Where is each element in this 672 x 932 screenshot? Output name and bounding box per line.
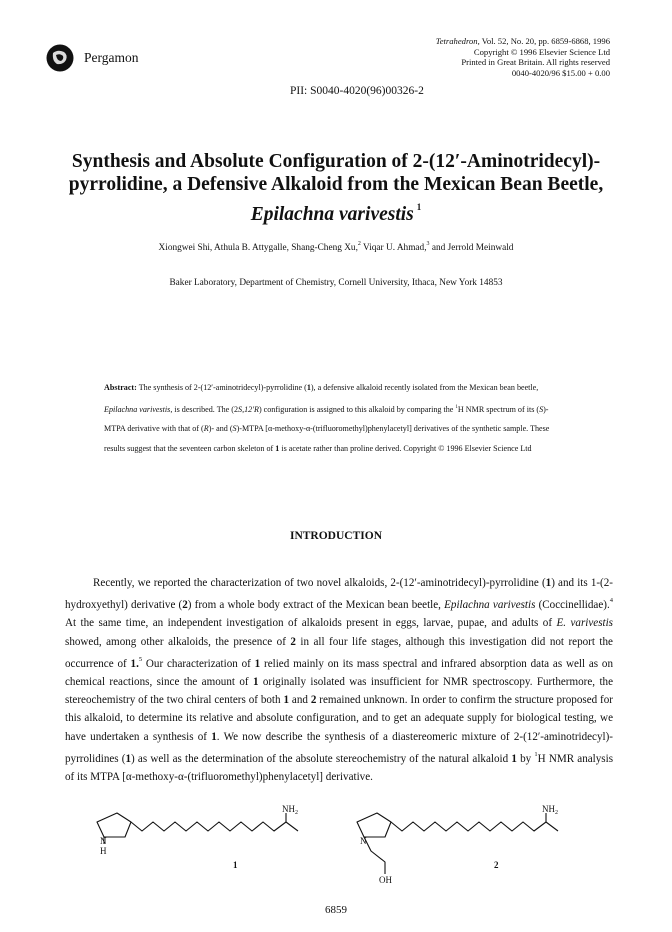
article-title	[40, 150, 632, 226]
title-line-3: Epilachna varivestis	[250, 204, 414, 225]
affiliation: Baker Laboratory, Department of Chemistry, Cornell University, Ithaca, New York 14853	[169, 278, 503, 288]
abstract-text: , is described. The (2	[170, 404, 239, 414]
compound-number: 1	[275, 443, 280, 453]
body-text: showed, among other alkaloids, the presence of	[65, 635, 291, 648]
abstract-label: Abstract:	[104, 383, 137, 392]
body-text: ) as well as the determination of the absolute stereochemistry of the natural alkaloid	[131, 752, 512, 765]
author-text: Viqar U. Ahmad,	[360, 243, 427, 253]
author-footnote: 2	[357, 241, 361, 247]
reference-mark: 5	[138, 655, 143, 663]
publisher-name: Pergamon	[84, 50, 139, 65]
species-name: E. varivestis	[556, 617, 613, 630]
superscript: 1	[534, 750, 538, 758]
intro-paragraph	[65, 574, 613, 786]
body-text: ) and its 1-(2-hydroxyethyl) derivative (	[65, 577, 613, 612]
title-line-1: Synthesis and Absolute Configuration of 2-(12′-Aminotridecyl)-	[71, 151, 601, 172]
title-footnote-mark: 1	[416, 202, 422, 212]
reference-mark: 4	[609, 597, 613, 605]
section-heading: INTRODUCTION	[289, 530, 382, 542]
structure-2-chain	[391, 822, 558, 831]
body-text: Recently, we reported the characterization of two novel alkaloids, 2-(12′-aminotridecyl)-pyrrolidine (	[93, 577, 546, 589]
compound-number: 2	[182, 599, 188, 612]
stereo-descriptor: R	[203, 424, 209, 433]
body-text: (Coccinellidae).	[535, 599, 610, 612]
author-text: and Jerrold Meinwald	[429, 243, 514, 253]
structure-1-number: 1	[233, 860, 238, 870]
author-text: Xiongwei Shi, Athula B. Attygalle, Shang-Cheng Xu,	[158, 243, 358, 253]
abstract-text: )-MTPA [α-methoxy-α-(trifluoromethyl)phenylacetyl] derivatives of the synthetic sample. These results suggest that the seventeen carbon skeleton of	[104, 424, 550, 453]
structure-1-nh2-label: NH	[282, 804, 295, 814]
compound-number: 1	[283, 694, 289, 707]
issn-price: 0040-4020/96 $15.00 + 0.00	[511, 67, 610, 78]
species-name: Epilachna varivestis	[444, 599, 536, 612]
body-text: H NMR analysis of its MTPA [α-methoxy-α-(trifluoromethyl)phenylacetyl] derivative.	[65, 752, 614, 784]
abstract-text: The synthesis of 2-(12′-aminotridecyl)-pyrrolidine (	[136, 383, 307, 392]
abstract-text: ), a defensive alkaloid recently isolated from the Mexican bean beetle,	[310, 383, 539, 392]
body-text: and	[289, 694, 311, 707]
body-text: At the same time, an independent investigation of alkaloids present in eggs, larvae, pupae, and adults of	[65, 617, 557, 630]
compound-number: 1	[125, 752, 132, 765]
body-text: by	[516, 752, 535, 765]
structure-2-oh-label: OH	[379, 875, 392, 885]
abstract-text: is acetate rather than proline derived. Copyright © 1996 Elsevier Science Ltd	[279, 443, 532, 453]
body-text: . We now describe the synthesis of a diastereomeric mixture of 2-(12′-aminotridecyl)-pyrrolidines (	[65, 730, 614, 765]
citation: Vol. 52, No. 20, pp. 6859-6868, 1996	[479, 36, 610, 46]
body-text: Our characterization of	[142, 657, 255, 670]
body-text: in all four life stages, although this investigation did not report the occurrence of	[65, 635, 613, 670]
abstract-text: H NMR spectrum of its (	[457, 404, 540, 414]
structure-2-nh2-subscript: 2	[555, 810, 558, 816]
body-text: originally isolated was insufficient for NMR spectroscopy. Furthermore, the stereochemistry of the two chiral centers of both	[65, 676, 613, 707]
stereo-descriptor: S	[539, 404, 544, 414]
pergamon-logo	[46, 44, 74, 72]
structure-2-hydroxyethyl	[364, 837, 385, 874]
journal-meta	[436, 36, 610, 78]
structure-2-ring	[357, 813, 391, 837]
chemical-structures	[95, 804, 615, 905]
compound-number: 1.	[130, 657, 139, 670]
journal-name: Tetrahedron,	[435, 36, 480, 46]
compound-number: 1	[545, 577, 552, 589]
compound-number: 2	[290, 635, 296, 648]
structure-1-nh2-subscript: 2	[295, 810, 298, 816]
structure-2-n-label: N	[360, 836, 367, 846]
body-text: ) from a whole body extract of the Mexican bean beetle,	[187, 599, 445, 612]
abstract-text: )-MTPA derivative with that of (	[104, 404, 549, 433]
compound-number: 2	[310, 694, 317, 707]
page-number: 6859	[325, 904, 347, 916]
svg-text:NH2	[282, 804, 298, 816]
pii: PII: S0040-4020(96)00326-2	[290, 85, 424, 97]
stereo-descriptor: S	[232, 424, 237, 433]
structure-1-h-label: H	[100, 846, 107, 856]
compound-number: 1	[254, 657, 261, 670]
body-text: remained unknown. In order to confirm the structure proposed for this alkaloid, to determine its relative and absolute configuration, and to get an adequate supply for biological testing, we have undertaken a synthesis of	[65, 694, 613, 743]
abstract	[104, 378, 556, 458]
authors	[40, 241, 632, 253]
body-text: relied mainly on its mass spectral and infrared absorption data as well as on chemical reactions, since the amount of	[65, 657, 614, 689]
species-name: Epilachna varivestis	[104, 404, 171, 414]
compound-number: 1	[252, 676, 259, 689]
structure-2-nh2-label: NH	[542, 804, 555, 814]
copyright-line: Copyright © 1996 Elsevier Science Ltd	[473, 46, 610, 57]
abstract-text: ) configuration is assigned to this alkaloid by comparing the	[258, 404, 456, 414]
configuration: S,12′R	[238, 404, 259, 414]
abstract-text: )- and (	[208, 424, 233, 433]
compound-number: 1	[511, 752, 517, 765]
printed-line: Printed in Great Britain. All rights reserved	[461, 57, 610, 68]
compound-number: 1	[306, 383, 311, 392]
svg-text:NH2	[542, 804, 558, 816]
structure-1-chain	[131, 822, 298, 831]
compound-number: 1	[211, 730, 217, 743]
title-line-2: pyrrolidine, a Defensive Alkaloid from the Mexican Bean Beetle,	[68, 174, 604, 195]
structure-2-number: 2	[494, 860, 499, 870]
author-footnote: 3	[426, 241, 430, 247]
structure-1-ring	[97, 813, 131, 837]
structure-1-n-label: N	[100, 836, 107, 846]
superscript: 1	[455, 404, 458, 410]
